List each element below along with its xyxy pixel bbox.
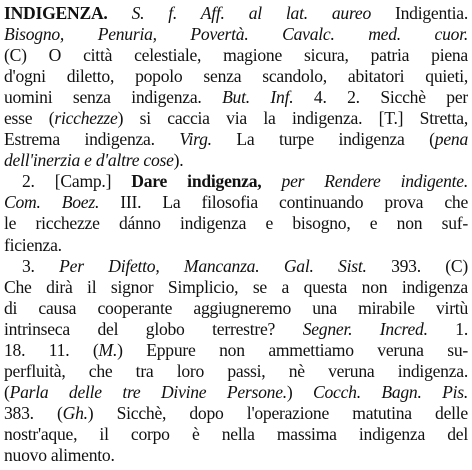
entry-line [4,66,468,87]
entry-line [4,3,468,24]
text-run: le ricchezze dánno indigenza e bisogno, e non suf- [4,213,468,234]
text-run: dell'inerzia e d'altre cose [4,150,174,171]
text-run: 18. 11. ( [4,339,99,360]
text-run: INDIGENZA. [4,3,108,23]
text-run: Bisogno, Penuria, Povertà. Cavalc. med. cuor. [4,24,468,45]
entry-line [4,319,468,340]
text-run: intrinseca del globo terrestre? [4,318,303,339]
text-run: 3. [22,255,60,276]
text-run [261,171,281,191]
text-run: ) Sicchè, dopo l'operazione matutina delle [87,402,468,423]
text-run: Dare indigenza, [131,171,262,192]
entry-line [4,129,468,150]
text-run: Che dirà il signor Simplicio, se a questa non indigenza [4,276,468,297]
text-run: uomini senza indigenza. [4,87,223,108]
text-run: 4. 2. Sicchè per [293,87,468,108]
entry-line [4,361,468,382]
entry-line [4,87,468,108]
text-run: ( [4,381,10,402]
entry-line [4,24,468,45]
text-run: (C) O città celestiale, magione sicura, patria piena [4,45,468,66]
text-run: 1. [427,318,468,339]
text-run: Segner. Incred. [302,318,428,339]
text-run: Cocch. Bagn. Pis. [313,381,468,402]
text-run: ) [286,381,314,402]
text-run: Com. Boez. [4,192,100,213]
text-run: Virg. [179,129,212,150]
text-run: But. Inf. [222,87,294,108]
text-run: Estrema indigenza. [4,129,180,150]
sense-3-line [4,256,468,277]
entry-line [4,45,468,66]
entry-line [4,150,468,171]
entry-line [4,340,468,361]
text-run: di causa cooperante aggiugneremo una mirabile virtù [4,297,468,318]
entry-line [4,192,468,213]
text-run: ficienza. [4,234,62,255]
text-run: Per Difetto, Mancanza. Gal. Sist. [59,255,367,276]
text-run: d'ogni diletto, popolo senza scandolo, abitatori quieti, [4,66,468,87]
text-run: 2. [Camp.] [22,171,132,192]
entry-line [4,235,468,256]
sense-2-line [4,171,468,192]
entry-line [4,277,468,298]
text-run: pena [434,129,468,150]
entry-line [4,445,468,466]
text-run: ) Eppure non ammettiamo veruna su- [117,339,468,360]
text-run: III. La filosofia continuando prova che [99,192,468,213]
text-run: 383. ( [4,402,63,423]
entry-line [4,298,468,319]
text-run: esse ( [4,108,55,129]
text-run: nostr'aque, il corpo è nella massima indigenza del [4,423,468,444]
entry-line [4,108,468,129]
text-run: perfluità, che tra loro passi, nè veruna indigenza. [4,360,468,381]
text-run: S. f. Aff. al lat. aureo [131,3,371,23]
entry-line [4,213,468,234]
dictionary-entry-indigenza [4,3,468,466]
text-run [108,3,132,23]
entry-line [4,403,468,424]
text-run: M. [98,339,118,360]
text-run: ricchezze [54,108,118,129]
text-run: ) si caccia via la indigenza. [T.] Stretta, [117,108,468,129]
text-run: 393. (C) [366,255,468,276]
text-run: Gh. [62,402,88,423]
text-run: nuovo alimento. [4,444,115,465]
entry-line [4,424,468,445]
text-run: Indigentia. [371,3,468,23]
text-run: ). [173,150,184,171]
text-run: Parla delle tre Divine Persone. [9,381,287,402]
text-run: La turpe indigenza ( [211,129,435,150]
entry-line [4,382,468,403]
text-run: per Rendere indigente. [281,171,468,192]
